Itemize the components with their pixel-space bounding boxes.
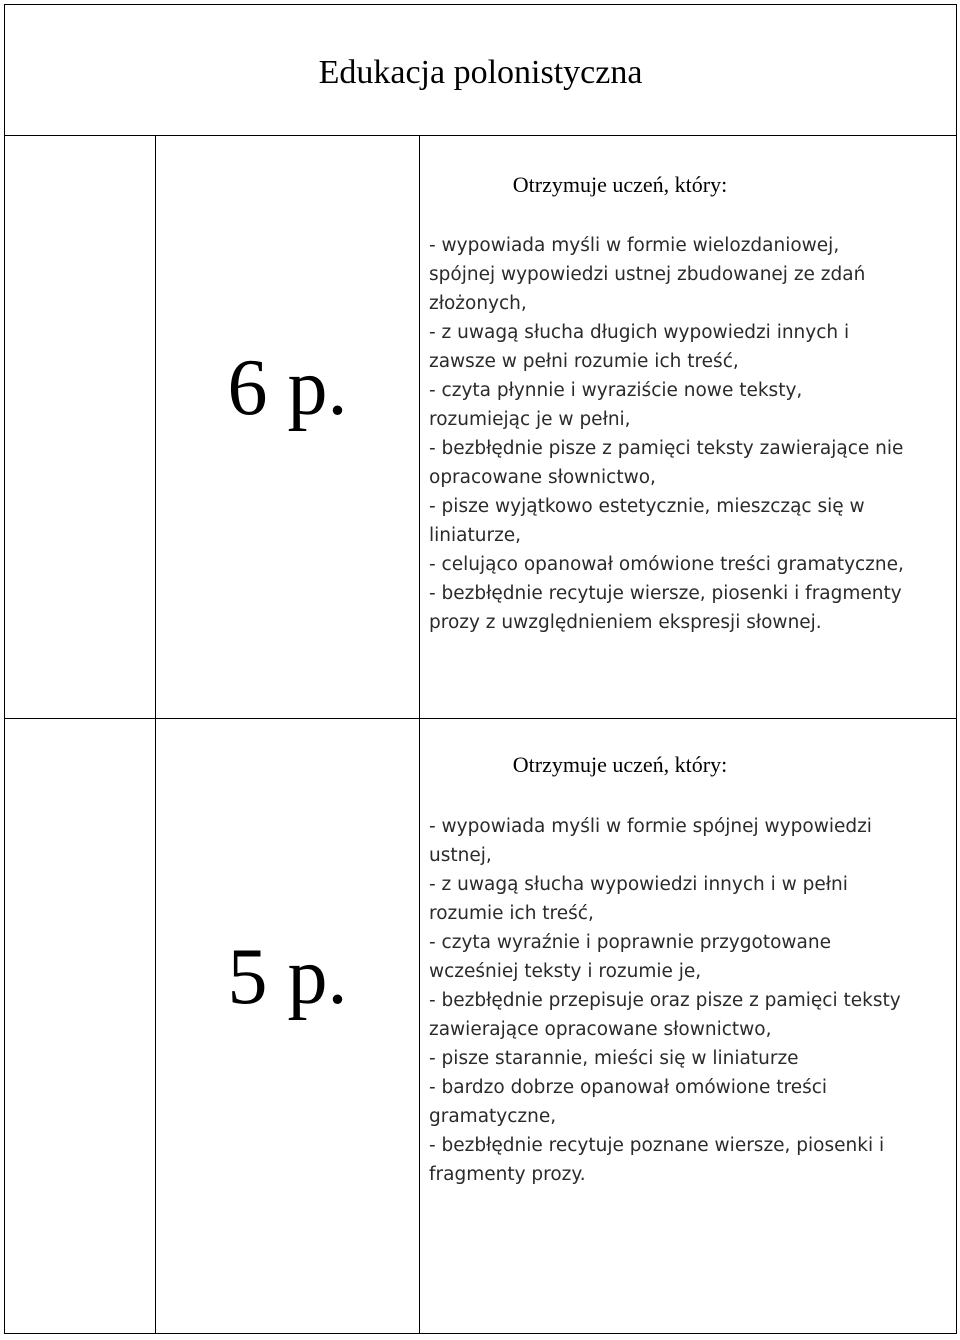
criteria-heading: Otrzymuje uczeń, który: xyxy=(512,172,728,197)
criteria-line: - bezbłędnie recytuje wiersze, piosenki i fragmenty xyxy=(429,583,902,604)
criteria-line: złożonych, xyxy=(429,293,527,314)
grade-label: 5 p. xyxy=(227,933,348,1021)
document-title: Edukacja polonistyczna xyxy=(318,54,643,91)
criteria-line: - bezbłędnie recytuje poznane wiersze, piosenki i xyxy=(429,1135,885,1156)
grade-label: 6 p. xyxy=(227,344,348,432)
criteria-line: rozumie ich treść, xyxy=(429,903,594,924)
criteria-list xyxy=(429,231,954,637)
criteria-line: gramatyczne, xyxy=(429,1106,557,1127)
criteria-line: - bardzo dobrze opanował omówione treści xyxy=(429,1077,828,1098)
criteria-line: liniaturze, xyxy=(429,525,522,546)
grade-row-5 xyxy=(5,719,956,1333)
grade-cell xyxy=(155,719,420,1333)
criteria-cell xyxy=(420,719,956,1333)
criteria-line: prozy z uwzględnieniem ekspresji słownej. xyxy=(429,612,822,633)
criteria-line: opracowane słownictwo, xyxy=(429,467,656,488)
grade-cell xyxy=(155,136,420,718)
criteria-line: - bezbłędnie pisze z pamięci teksty zawierające nie xyxy=(429,438,904,459)
criteria-line: - wypowiada myśli w formie spójnej wypowiedzi xyxy=(429,816,872,837)
criteria-list xyxy=(429,812,954,1189)
criteria-heading: Otrzymuje uczeń, który: xyxy=(512,752,728,777)
criteria-line: - z uwagą słucha wypowiedzi innych i w pełni xyxy=(429,874,848,895)
criteria-line: zawierające opracowane słownictwo, xyxy=(429,1019,772,1040)
criteria-line: - pisze wyjątkowo estetycznie, mieszcząc się w xyxy=(429,496,865,517)
criteria-line: - czyta płynnie i wyraziście nowe teksty, xyxy=(429,380,803,401)
criteria-line: rozumiejąc je w pełni, xyxy=(429,409,631,430)
criteria-line: ustnej, xyxy=(429,845,492,866)
criteria-line: - bezbłędnie przepisuje oraz pisze z pamięci teksty xyxy=(429,990,901,1011)
table-header-cell xyxy=(5,5,956,136)
criteria-line: - czyta wyraźnie i poprawnie przygotowane xyxy=(429,932,831,953)
criteria-cell xyxy=(420,136,956,718)
criteria-line: - celująco opanował omówione treści gramatyczne, xyxy=(429,554,904,575)
criteria-line: wcześniej teksty i rozumie je, xyxy=(429,961,702,982)
criteria-line: spójnej wypowiedzi ustnej zbudowanej ze zdań xyxy=(429,264,866,285)
grading-table xyxy=(4,4,957,1334)
grade-row-6 xyxy=(5,136,956,719)
criteria-line: - pisze starannie, mieści się w liniaturze xyxy=(429,1048,799,1069)
criteria-line: zawsze w pełni rozumie ich treść, xyxy=(429,351,739,372)
criteria-line: fragmenty prozy. xyxy=(429,1164,586,1185)
criteria-line: - wypowiada myśli w formie wielozdaniowej, xyxy=(429,235,840,256)
criteria-line: - z uwagą słucha długich wypowiedzi innych i xyxy=(429,322,850,343)
